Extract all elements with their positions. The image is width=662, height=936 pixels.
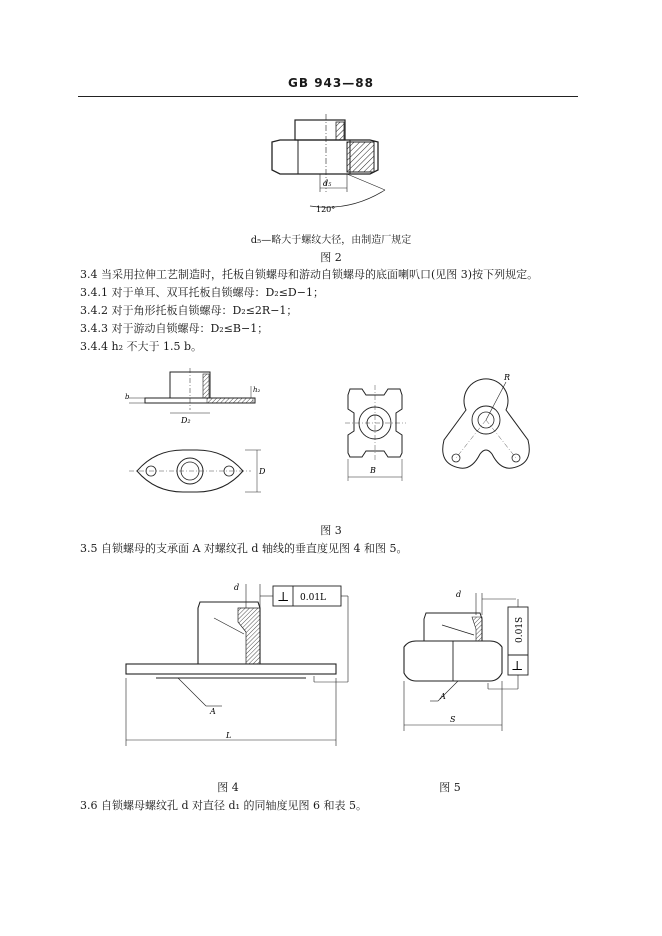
figure-2-caption: 图 2: [320, 251, 342, 264]
fig5-label-S: S: [450, 715, 456, 724]
figure-5: [398, 585, 538, 735]
fig5-perp-symbol: ⊥: [511, 659, 524, 674]
label-d5: d₅: [323, 179, 332, 188]
label-120: 120°: [316, 205, 336, 214]
fig5-tolerance: 0.01S: [515, 616, 525, 643]
fig4-label-d: d: [234, 583, 240, 592]
figure-2-note: d₅—略大于螺纹大径，由制造厂规定: [250, 235, 412, 246]
label-b: b: [125, 393, 130, 401]
section-3-4-2: 3.4.2 对于角形托板自锁螺母：D₂≤2R−1；: [80, 304, 298, 317]
figure-4-caption: 图 4: [217, 781, 239, 794]
fig4-tolerance: 0.01L: [300, 593, 327, 603]
label-B: B: [370, 466, 376, 475]
header-rule: [78, 96, 578, 97]
figure-5-caption: 图 5: [439, 781, 461, 794]
section-3-5-text: 3.5 自锁螺母的支承面 A 对螺纹孔 d 轴线的垂直度见图 4 和图 5。: [80, 542, 408, 555]
fig4-perp-symbol: ⊥: [277, 590, 290, 605]
label-D: D: [259, 467, 266, 476]
figure-4: [118, 578, 358, 748]
label-R: R: [504, 373, 511, 382]
fig5-label-A: A: [440, 692, 446, 701]
fig4-label-L: L: [226, 731, 232, 740]
figure-3-left: [115, 368, 275, 493]
section-3-4-text: 3.4 当采用拉伸工艺制造时，托板自锁螺母和游动自锁螺母的底面喇叭口(见图 3)按下列规定。: [80, 268, 539, 281]
figure-3-right: [430, 368, 540, 483]
label-h2: h₂: [253, 386, 261, 394]
figure-2: [250, 110, 410, 220]
section-3-4-1: 3.4.1 对于单耳、双耳托板自锁螺母：D₂≤D−1；: [80, 286, 324, 299]
figure-3-middle: [340, 385, 420, 490]
figure-3-caption: 图 3: [320, 524, 342, 537]
section-3-4-3: 3.4.3 对于游动自锁螺母：D₂≤B−1；: [80, 322, 269, 335]
section-3-4-4: 3.4.4 h₂ 不大于 1.5 b。: [80, 340, 203, 353]
page-header: GB 943—88: [288, 76, 374, 90]
fig4-label-A: A: [210, 707, 216, 716]
label-D2: D₂: [181, 416, 191, 425]
fig5-label-d: d: [456, 590, 462, 599]
section-3-6-text: 3.6 自锁螺母螺纹孔 d 对直径 d₁ 的同轴度见图 6 和表 5。: [80, 799, 367, 812]
